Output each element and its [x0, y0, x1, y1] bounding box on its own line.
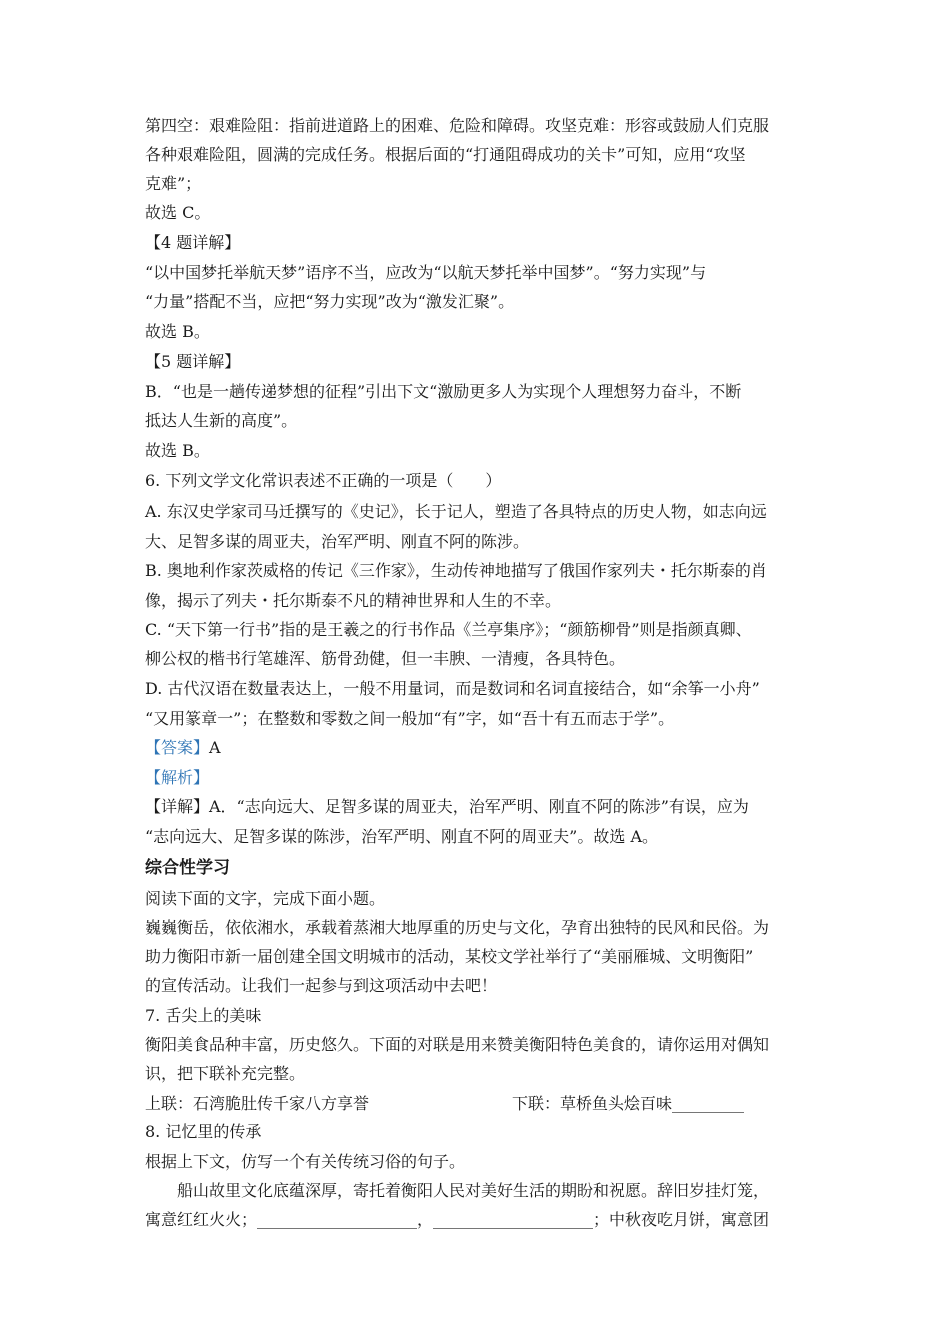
option-b: B. 奥地利作家茨威格的传记《三作家》，生动传神地描写了俄国作家列夫・托尔斯泰的肖: [145, 561, 767, 580]
text-line: 各种艰难险阻，圆满的完成任务。根据后面的“打通阻碍成功的关卡”可知，应用“攻坚: [145, 145, 746, 164]
text-line: 巍巍衡岳，依依湘水，承载着蒸湘大地厚重的历史与文化，孕育出独特的民风和民俗。为: [145, 918, 770, 937]
text-line: 识，把下联补充完整。: [145, 1064, 306, 1083]
text-line: “力量”搭配不当，应把“努力实现”改为“激发汇聚”。: [145, 292, 515, 311]
question-title: 8. 记忆里的传承: [145, 1122, 262, 1141]
text-line: 克难”；: [145, 174, 202, 193]
text-line: 根据上下文，仿写一个有关传统习俗的句子。: [145, 1152, 466, 1171]
text-line: 第四空：艰难险阻：指前进道路上的困难、危险和障碍。攻坚克难：形容或鼓励人们克服: [145, 116, 770, 135]
option-c: C. “天下第一行书”指的是王羲之的行书作品《兰亭集序》；“颜筋柳骨”则是指颜真卿、: [145, 620, 752, 639]
text-line: 大、足智多谋的周亚夫，治军严明、刚直不阿的陈涉。: [145, 532, 530, 551]
text-line: 故选 B。: [145, 322, 210, 341]
text-line: 柳公权的楷书行笔雄浑、筋骨劲健，但一丰腴、一清瘦，各具特色。: [145, 649, 626, 668]
text-line: 【详解】A．“志向远大、足智多谋的周亚夫，治军严明、刚直不阿的陈涉”有误，应为: [145, 797, 749, 816]
text-line: “志向远大、足智多谋的陈涉，治军严明、刚直不阿的周亚夫”。故选 A。: [145, 827, 659, 846]
text-line: “又用篆章一”；在整数和零数之间一般加“有”字，如“吾十有五而志于学”。: [145, 709, 675, 728]
section-label: 【4 题详解】: [145, 233, 241, 252]
text-line: 像，揭示了列夫・托尔斯泰不凡的精神世界和人生的不幸。: [145, 591, 562, 610]
question-title: 6. 下列文学文化常识表述不正确的一项是（ ）: [145, 471, 502, 490]
answer-value: A: [209, 738, 221, 757]
text-line: 故选 B。: [145, 441, 210, 460]
text-line: “以中国梦托举航天梦”语序不当，应改为“以航天梦托举中国梦”。“努力实现”与: [145, 263, 707, 282]
question-title: 7. 舌尖上的美味: [145, 1006, 262, 1025]
analysis-label: 【解析】: [145, 768, 210, 787]
couplet-upper: 上联：石湾脆肚传千家八方享誉: [145, 1094, 370, 1113]
text-line: 抵达人生新的高度”。: [145, 411, 298, 430]
text-line: 助力衡阳市新一届创建全国文明城市的活动，某校文学社举行了“美丽雁城、文明衡阳”: [145, 947, 754, 966]
text-line: 衡阳美食品种丰富，历史悠久。下面的对联是用来赞美衡阳特色美食的，请你运用对偶知: [145, 1035, 770, 1054]
text-line: 的宣传活动。让我们一起参与到这项活动中去吧！: [145, 976, 498, 995]
option-d: D. 古代汉语在数量表达上，一般不用量词，而是数词和名词直接结合，如“余筝一小舟”: [145, 679, 760, 698]
answer-label: 【答案】: [145, 738, 210, 757]
text-line: B．“也是一趟传递梦想的征程”引出下文“激励更多人为实现个人理想努力奋斗，不断: [145, 382, 742, 401]
text-line: 故选 C。: [145, 203, 211, 222]
text-line: 船山故里文化底蕴深厚，寄托着衡阳人民对美好生活的期盼和祝愿。辞旧岁挂灯笼，: [177, 1181, 770, 1200]
text-line: 阅读下面的文字，完成下面小题。: [145, 889, 386, 908]
option-a: A. 东汉史学家司马迁撰写的《史记》，长于记人，塑造了各具特点的历史人物，如志向远: [145, 502, 767, 521]
text-line: 寓意红红火火；____________________，____________________；中秋夜吃月饼，寓意团: [145, 1210, 770, 1229]
section-label: 【5 题详解】: [145, 352, 241, 371]
answer-line: [145, 738, 221, 758]
section-heading: 综合性学习: [145, 858, 230, 878]
couplet-lower: 下联：草桥鱼头烩百味_________: [512, 1094, 745, 1113]
